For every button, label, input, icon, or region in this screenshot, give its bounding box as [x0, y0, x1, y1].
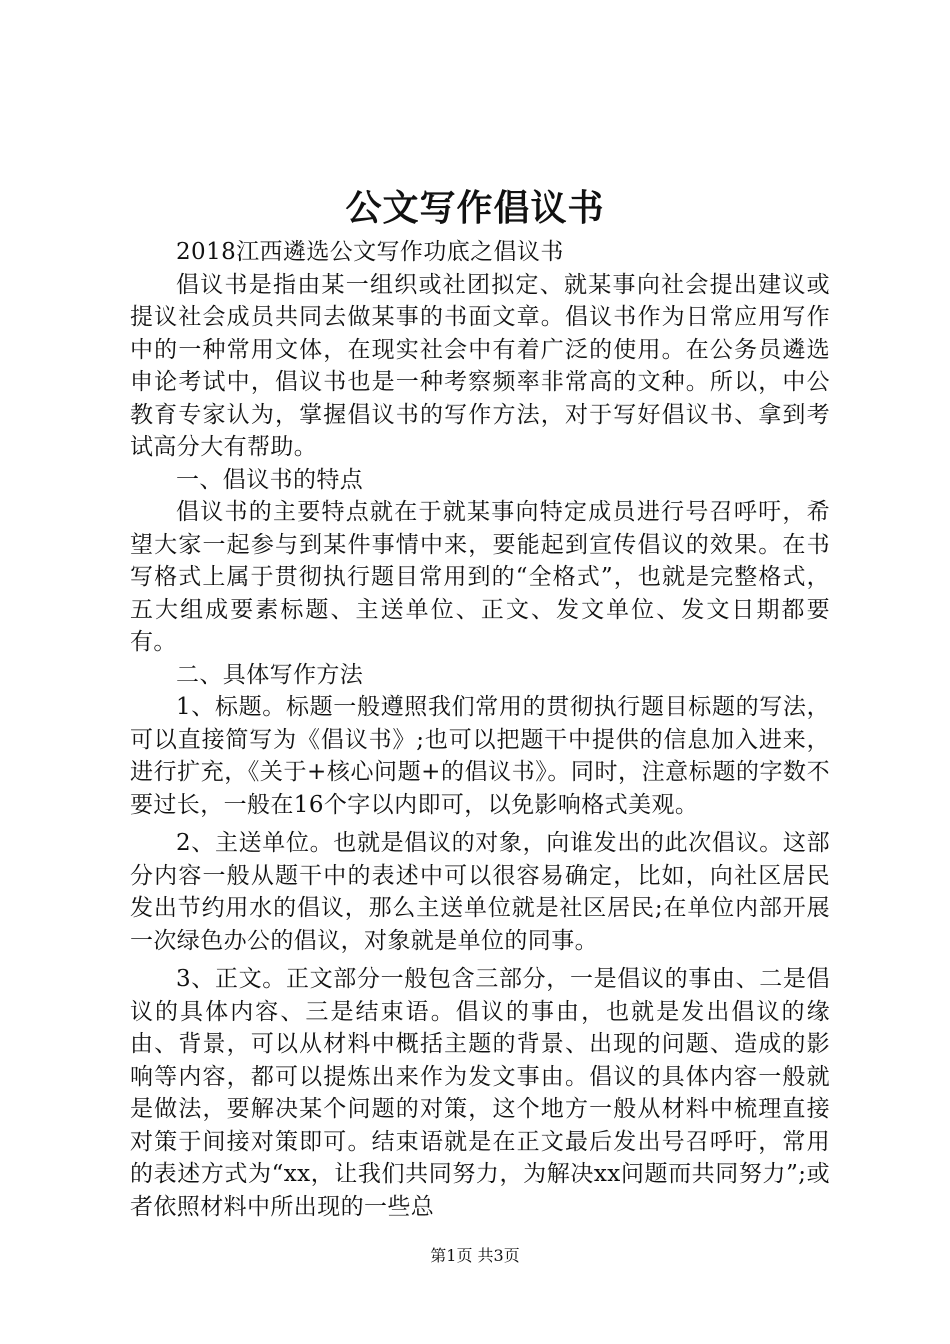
document-body — [130, 236, 830, 1223]
section-heading-features: 一、倡议书的特点 — [176, 466, 364, 493]
method-body-paragraph: 3、正文。正文部分一般包含三部分，一是倡议的事由、二是倡议的具体内容、三是结束语。倡议的事由，也就是发出倡议的缘由、背景，可以从材料中概括主题的背景、出现的问题、造成的影响等内容，都可以提炼出来作为发文事由。倡议的具体内容一般就是做法，要解决某个问题的对策，这个地方一般从材料中梳理直接对策于间接对策即可。结束语就是在正文最后发出号召呼吁，常用的表述方式为“xx，让我们共同努力，为解决xx问题而共同努力”;或者依照材料中所出现的一些总 — [130, 966, 830, 1220]
method-title-paragraph: 1、标题。标题一般遵照我们常用的贯彻执行题目标题的写法，可以直接简写为《倡议书》;也可以把题干中提供的信息加入进来，进行扩充，《关于+核心问题+的倡议书》。同时，注意标题的字数不要过长，一般在16个字以内即可，以免影响格式美观。 — [130, 694, 830, 818]
method-recipient-paragraph: 2、主送单位。也就是倡议的对象，向谁发出的此次倡议。这部分内容一般从题干中的表述中可以很容易确定，比如，向社区居民发出节约用水的倡议，那么主送单位就是社区居民;在单位内部开展一次绿色办公的倡议，对象就是单位的同事。 — [130, 830, 830, 954]
page-footer: 第1页 共3页 — [430, 1246, 520, 1265]
section-heading-methods: 二、具体写作方法 — [176, 661, 364, 688]
document-title: 公文写作倡议书 — [345, 187, 605, 229]
intro-paragraph: 倡议书是指由某一组织或社团拟定、就某事向社会提出建议或提议社会成员共同去做某事的书面文章。倡议书作为日常应用写作中的一种常用文体，在现实社会中有着广泛的使用。在公务员遴选申论考试中，倡议书也是一种考察频率非常高的文种。所以，中公教育专家认为，掌握倡议书的写作方法，对于写好倡议书、拿到考试高分大有帮助。 — [130, 271, 830, 460]
subtitle-paragraph: 2018江西遴选公文写作功底之倡议书 — [176, 239, 564, 265]
features-paragraph: 倡议书的主要特点就在于就某事向特定成员进行号召呼吁，希望大家一起参与到某件事情中来，要能起到宣传倡议的效果。在书写格式上属于贯彻执行题目常用到的“全格式”，也就是完整格式，五大组成要素标题、主送单位、正文、发文单位、发文日期都要有。 — [130, 499, 830, 655]
